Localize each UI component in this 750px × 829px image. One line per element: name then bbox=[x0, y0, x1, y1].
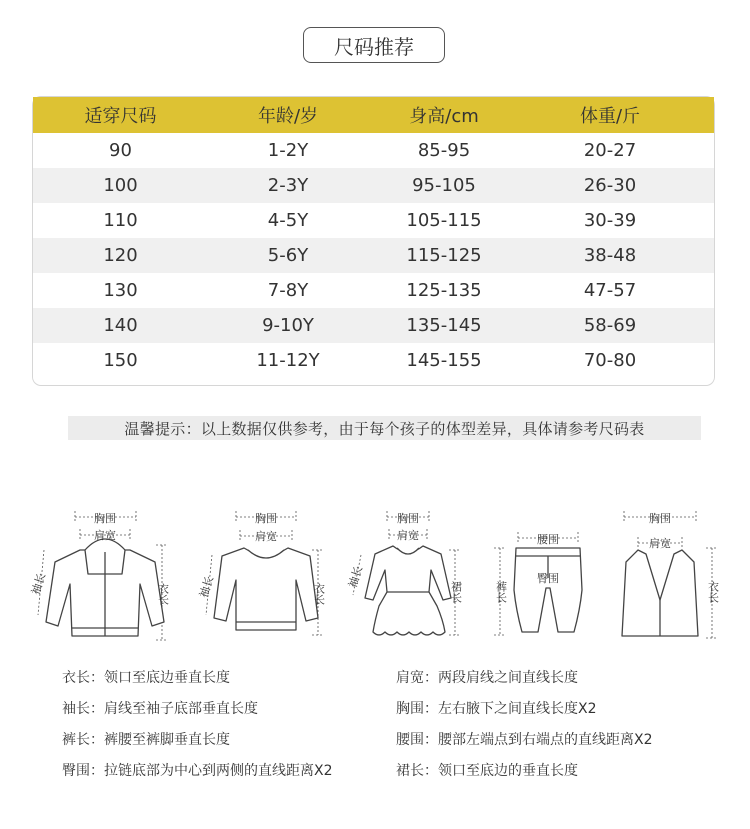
tip-banner: 温馨提示：以上数据仅供参考，由于每个孩子的体型差异，具体请参考尺码表 bbox=[68, 416, 701, 440]
definition-shoulder: 肩宽：两段肩线之间直线长度 bbox=[396, 670, 578, 686]
definition-sleeve: 袖长：肩线至袖子底部垂直长度 bbox=[62, 701, 258, 717]
definition-length: 衣长：领口至底边垂直长度 bbox=[62, 670, 230, 686]
table-row bbox=[33, 273, 714, 308]
definition-hip: 臀围：拉链底部为中心到两侧的直线距离X2 bbox=[62, 763, 333, 779]
cell-height: 115-125 bbox=[406, 245, 482, 266]
cell-size: 100 bbox=[103, 175, 138, 196]
cell-height: 135-145 bbox=[406, 315, 482, 336]
cell-height: 85-95 bbox=[417, 140, 471, 161]
cell-height: 145-155 bbox=[406, 350, 482, 371]
cell-size: 140 bbox=[103, 315, 138, 336]
label-shoulder: 肩宽 bbox=[649, 537, 671, 550]
label-shoulder: 肩宽 bbox=[94, 529, 116, 542]
header-height: 身高/cm bbox=[409, 106, 479, 127]
label-shoulder: 肩宽 bbox=[255, 530, 277, 543]
definitions-right bbox=[396, 668, 653, 792]
label-sleeve: 袖长 bbox=[346, 564, 366, 590]
table-header bbox=[33, 97, 714, 133]
dress-diagram bbox=[345, 500, 475, 645]
definition-chest: 胸围：左右腋下之间直线长度X2 bbox=[396, 701, 597, 717]
label-chest: 胸围 bbox=[649, 512, 671, 525]
header-weight: 体重/斤 bbox=[579, 106, 641, 127]
vest-diagram bbox=[612, 500, 727, 645]
cell-age: 9-10Y bbox=[262, 315, 314, 336]
label-shoulder: 肩宽 bbox=[397, 529, 419, 542]
table-row bbox=[33, 308, 714, 343]
label-sleeve: 袖长 bbox=[197, 574, 217, 600]
header-age: 年龄/岁 bbox=[257, 106, 319, 127]
table-row bbox=[33, 238, 714, 273]
cell-size: 90 bbox=[109, 140, 132, 161]
pants-diagram bbox=[488, 500, 598, 645]
definitions-left bbox=[62, 668, 333, 792]
page-title: 尺码推荐 bbox=[303, 27, 445, 63]
table-row bbox=[33, 168, 714, 203]
cell-weight: 58-69 bbox=[583, 315, 637, 336]
cell-age: 11-12Y bbox=[256, 350, 320, 371]
label-chest: 胸围 bbox=[255, 512, 277, 525]
cell-height: 125-135 bbox=[406, 280, 482, 301]
label-length: 衣长 bbox=[706, 581, 720, 603]
cell-age: 1-2Y bbox=[267, 140, 309, 161]
cell-size: 110 bbox=[103, 210, 138, 231]
label-length: 裙长 bbox=[449, 581, 463, 603]
table-row bbox=[33, 133, 714, 168]
definition-skirt-length: 裙长：领口至底边的垂直长度 bbox=[396, 763, 578, 779]
size-table bbox=[32, 96, 715, 386]
header-size: 适穿尺码 bbox=[84, 106, 157, 127]
cell-weight: 26-30 bbox=[583, 175, 637, 196]
label-chest: 胸围 bbox=[94, 512, 116, 525]
label-sleeve: 袖长 bbox=[29, 571, 49, 597]
cell-age: 7-8Y bbox=[267, 280, 309, 301]
cell-weight: 70-80 bbox=[583, 350, 637, 371]
cell-size: 120 bbox=[103, 245, 138, 266]
cell-age: 5-6Y bbox=[267, 245, 309, 266]
definition-pants-length: 裤长：裤腰至裤脚垂直长度 bbox=[62, 732, 230, 748]
definition-waist: 腰围：腰部左端点到右端点的直线距离X2 bbox=[396, 732, 653, 748]
cell-age: 2-3Y bbox=[267, 175, 309, 196]
cell-age: 4-5Y bbox=[267, 210, 309, 231]
cell-weight: 38-48 bbox=[583, 245, 637, 266]
label-length: 衣长 bbox=[156, 583, 170, 605]
table-row bbox=[33, 343, 714, 378]
cell-weight: 20-27 bbox=[583, 140, 637, 161]
cell-weight: 30-39 bbox=[583, 210, 637, 231]
table-row bbox=[33, 203, 714, 238]
label-inseam: 裤长 bbox=[494, 581, 508, 603]
label-hip: 臀围 bbox=[537, 572, 559, 585]
cell-height: 95-105 bbox=[412, 175, 476, 196]
sweater-diagram bbox=[197, 500, 340, 645]
label-chest: 胸围 bbox=[397, 512, 419, 525]
label-length: 衣长 bbox=[312, 583, 326, 605]
cell-size: 130 bbox=[103, 280, 138, 301]
cell-height: 105-115 bbox=[406, 210, 482, 231]
cell-size: 150 bbox=[103, 350, 138, 371]
jacket-diagram bbox=[30, 500, 180, 645]
label-waist: 腰围 bbox=[537, 533, 559, 546]
cell-weight: 47-57 bbox=[583, 280, 637, 301]
